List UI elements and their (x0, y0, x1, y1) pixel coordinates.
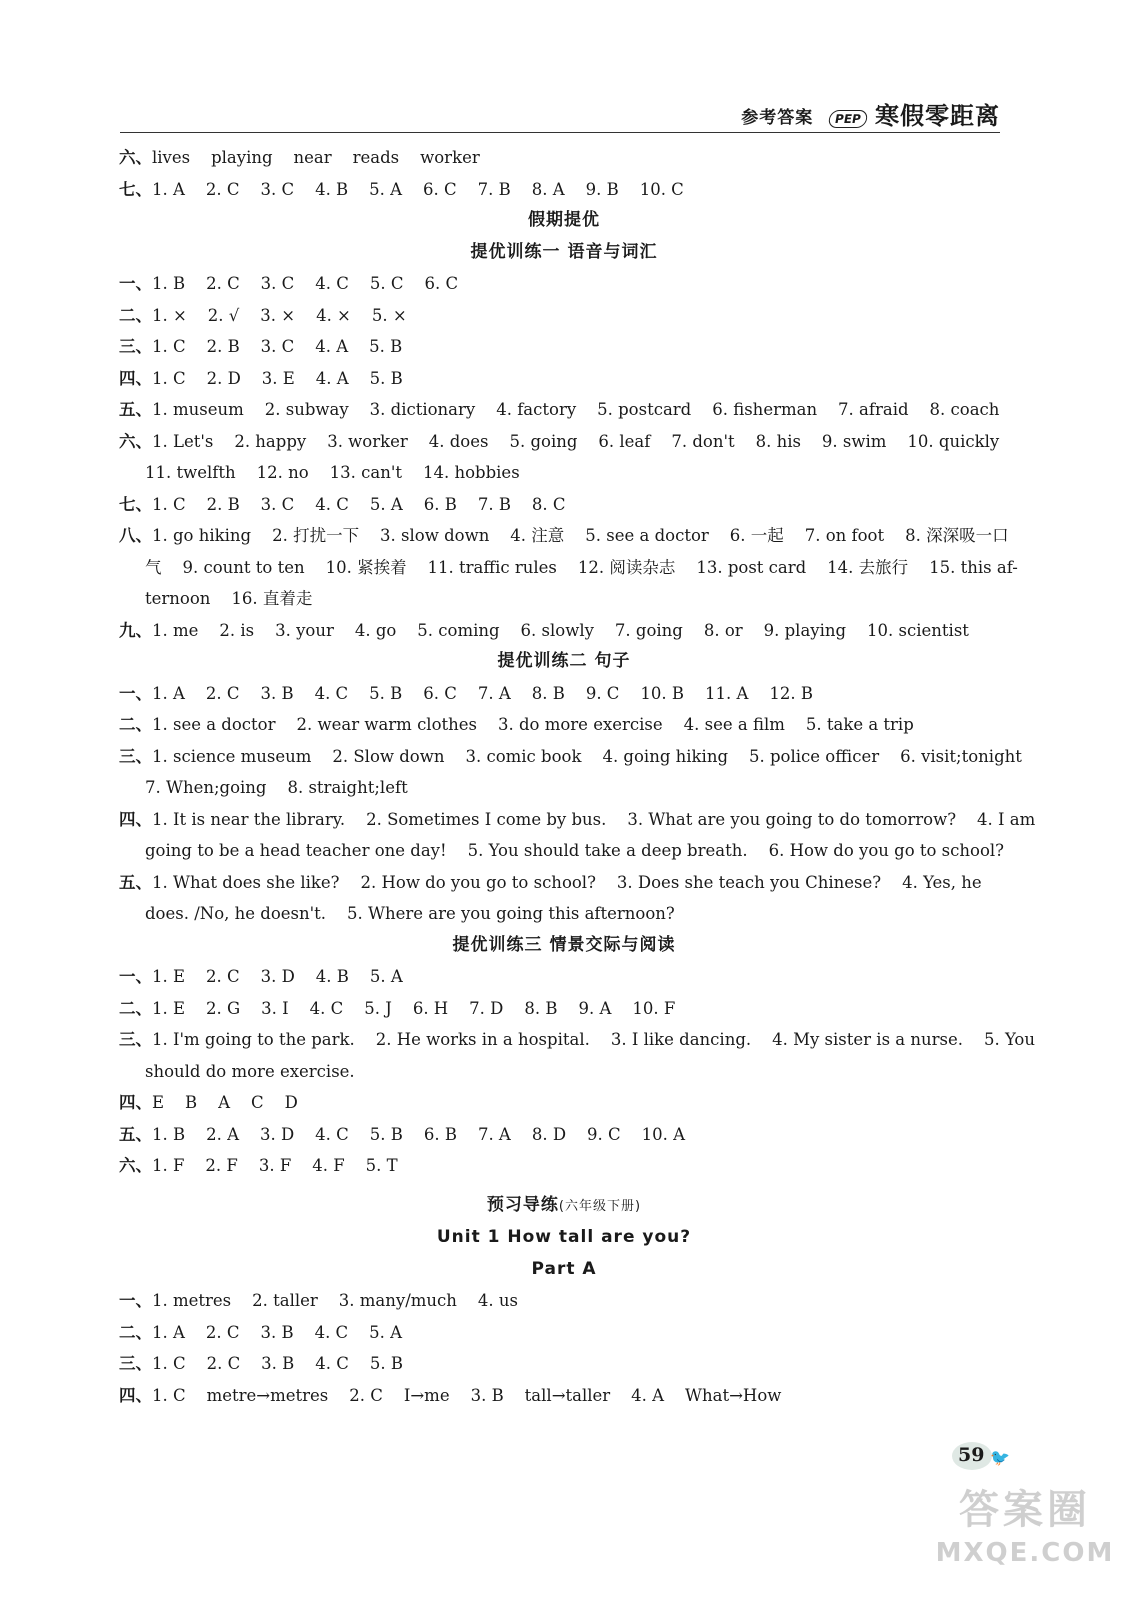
question-number: 五、 (119, 1124, 152, 1144)
answer-line-continued (119, 583, 1009, 615)
answer-text: 1. What does she like? 2. How do you go to school? 3. Does she teach you Chinese? 4. Yes, he (152, 872, 982, 892)
section-title (119, 205, 1009, 237)
answer-text: 1. I'm going to the park. 2. He works in a hospital. 3. I like dancing. 4. My sister is a nurse. 5. You (152, 1030, 1035, 1049)
question-number: 九、 (119, 620, 152, 640)
answer-text: 1. C 2. C 3. B 4. C 5. B (152, 1354, 403, 1373)
page-number-badge (946, 1438, 1010, 1474)
answer-text: 1. go hiking 2. 打扰一下 3. slow down 4. 注意 5. see a doctor 6. 一起 7. on foot 8. 深深吸一口 (152, 526, 1009, 545)
answer-text: 1. A 2. C 3. C 4. B 5. A 6. C 7. B 8. A 9. B 10. C (152, 179, 684, 199)
header-brand-group (741, 103, 1000, 128)
answer-line-continued (119, 457, 1009, 489)
answer-text: 1. C metre→metres 2. C I→me 3. B tall→taller 4. A What→How (152, 1385, 782, 1405)
answer-text: 1. Let's 2. happy 3. worker 4. does 5. going 6. leaf 7. don't 8. his 9. swim 10. quickly (152, 431, 1000, 451)
answer-line (119, 1150, 1009, 1182)
question-number: 三、 (119, 337, 152, 356)
answer-line (119, 1285, 1009, 1317)
section-title-text: Part A (531, 1258, 597, 1279)
question-number: 四、 (119, 809, 152, 829)
answer-text: 1. see a doctor 2. wear warm clothes 3. do more exercise 4. see a film 5. take a trip (152, 715, 914, 734)
answer-text: 1. C 2. B 3. C 4. C 5. A 6. B 7. B 8. C (152, 494, 566, 514)
question-number: 一、 (119, 967, 152, 986)
question-number: 四、 (119, 1385, 152, 1405)
section-title (119, 1190, 1009, 1223)
answer-text: going to be a head teacher one day! 5. You should take a deep breath. 6. How do you go to school? (145, 841, 1005, 860)
section-title-text: 预习导练 (486, 1194, 559, 1215)
section-title (119, 646, 1009, 678)
question-number: 六、 (119, 1156, 152, 1175)
answer-text: 1. museum 2. subway 3. dictionary 4. factory 5. postcard 6. fisherman 7. afraid 8. coach (152, 400, 1000, 419)
answer-line-continued (119, 898, 1009, 930)
answer-line (119, 1348, 1009, 1380)
answer-text: 1. E 2. C 3. D 4. B 5. A (152, 967, 403, 986)
answer-text: E B A C D (152, 1093, 298, 1112)
answer-text: 1. C 2. D 3. E 4. A 5. B (152, 368, 403, 388)
section-title (119, 1222, 1009, 1254)
question-number: 六、 (119, 148, 152, 167)
answer-line-continued (119, 552, 1018, 584)
question-number: 四、 (119, 368, 152, 388)
question-number: 三、 (119, 746, 152, 766)
question-number: 二、 (119, 715, 152, 734)
page-header (120, 98, 1000, 133)
question-number: 二、 (119, 305, 152, 325)
question-number: 八、 (119, 526, 152, 545)
answer-text: 1. F 2. F 3. F 4. F 5. T (152, 1156, 398, 1175)
bird-icon: 🐦 (990, 1448, 1010, 1467)
answer-text: ternoon 16. 直着走 (145, 589, 313, 608)
answer-line (119, 174, 1009, 206)
answer-text: does. /No, he doesn't. 5. Where are you going this afternoon? (145, 904, 675, 923)
question-number: 五、 (119, 400, 152, 419)
answer-line (119, 1119, 1009, 1151)
question-number: 七、 (119, 494, 152, 514)
question-number: 一、 (119, 683, 152, 703)
section-title-text: Unit 1 How tall are you? (436, 1227, 692, 1247)
answer-text: 1. × 2. √ 3. × 4. × 5. × (152, 305, 407, 325)
section-title (119, 930, 1009, 962)
answer-text: 1. A 2. C 3. B 4. C 5. B 6. C 7. A 8. B 9. C 10. B 11. A 12. B (152, 683, 813, 703)
watermark (930, 1485, 1120, 1585)
answer-line (119, 268, 1009, 300)
answer-text: 1. metres 2. taller 3. many/much 4. us (152, 1291, 518, 1310)
answer-line (119, 520, 1009, 552)
answer-line (119, 993, 1009, 1025)
section-title-note: (六年级下册) (558, 1198, 642, 1214)
answer-line (119, 1380, 1009, 1412)
answer-line (119, 426, 1009, 458)
question-number: 三、 (119, 1354, 152, 1373)
answer-text: should do more exercise. (145, 1061, 355, 1081)
answer-text: 气 9. count to ten 10. 紧挨着 11. traffic rules 12. 阅读杂志 13. post card 14. 去旅行 15. this af- (145, 557, 1018, 577)
answer-text: 1. It is near the library. 2. Sometimes I come by bus. 3. What are you going to do tomorrow? 4. I am (152, 809, 1036, 829)
pep-logo: PEP (828, 110, 869, 128)
answer-line (119, 678, 1009, 710)
answer-line (119, 741, 1022, 773)
answer-line (119, 394, 1009, 426)
section-title-text: 提优训练三 情景交际与阅读 (452, 934, 676, 955)
section-title-text: 提优训练一 语音与词汇 (470, 241, 658, 262)
brand-title: 寒假零距离 (875, 102, 1000, 130)
answer-line-continued (119, 1056, 1009, 1088)
answer-line (119, 804, 1036, 836)
answer-line (119, 142, 1009, 174)
answer-content (119, 142, 1036, 1411)
answer-text: 1. science museum 2. Slow down 3. comic book 4. going hiking 5. police officer 6. visit;tonight (152, 746, 1022, 766)
answer-line (119, 489, 1009, 521)
section-title (119, 237, 1009, 269)
question-number: 三、 (119, 1030, 152, 1049)
answer-line (119, 961, 1009, 993)
answer-line (119, 867, 1009, 899)
section-title-text: 提优训练二 句子 (497, 651, 631, 671)
question-number: 六、 (119, 431, 152, 451)
answer-line (119, 615, 1009, 647)
answer-text: 1. E 2. G 3. I 4. C 5. J 6. H 7. D 8. B 9. A 10. F (152, 998, 676, 1018)
watermark-logo-text: 答案圈 (959, 1487, 1091, 1533)
answer-line-continued (119, 835, 1009, 867)
answer-text: 11. twelfth 12. no 13. can't 14. hobbies (145, 463, 520, 482)
answer-text: 7. When;going 8. straight;left (145, 778, 408, 797)
answer-text: 1. me 2. is 3. your 4. go 5. coming 6. slowly 7. going 8. or 9. playing 10. scientist (152, 620, 969, 640)
answer-line (119, 1317, 1009, 1349)
answer-line-continued (119, 772, 1009, 804)
answer-line (119, 363, 1009, 395)
question-number: 二、 (119, 998, 152, 1018)
answer-text: 1. C 2. B 3. C 4. A 5. B (152, 337, 403, 356)
question-number: 四、 (119, 1093, 152, 1112)
header-label: 参考答案 (741, 108, 814, 128)
answer-line (119, 331, 1009, 363)
answer-text: 1. A 2. C 3. B 4. C 5. A (152, 1322, 403, 1342)
page-number: 59 (958, 1444, 985, 1466)
question-number: 二、 (119, 1322, 152, 1342)
answer-text: 1. B 2. A 3. D 4. C 5. B 6. B 7. A 8. D 9. C 10. A (152, 1124, 686, 1144)
section-spacer (119, 1182, 1009, 1190)
answer-line (119, 1087, 1009, 1119)
answer-line (119, 709, 1009, 741)
answer-line (119, 1024, 1035, 1056)
question-number: 五、 (119, 872, 152, 892)
section-title-text: 假期提优 (528, 210, 600, 230)
answer-text: 1. B 2. C 3. C 4. C 5. C 6. C (152, 274, 459, 293)
question-number: 七、 (119, 179, 152, 199)
section-title (119, 1254, 1009, 1286)
answer-line (119, 300, 1009, 332)
question-number: 一、 (119, 1291, 152, 1310)
question-number: 一、 (119, 274, 152, 293)
watermark-url: MXQE.COM (935, 1538, 1115, 1568)
answer-text: lives playing near reads worker (152, 148, 480, 167)
